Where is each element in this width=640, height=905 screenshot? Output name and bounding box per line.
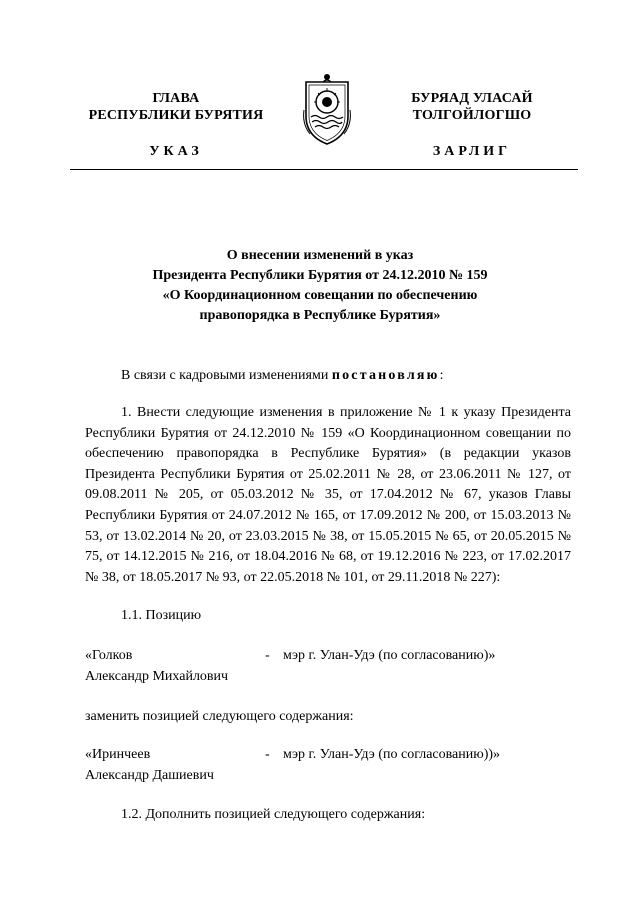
title-line3: «О Координационном совещании по обеспечению <box>162 288 478 303</box>
issuer-left-line1: ГЛАВА <box>152 91 200 106</box>
issuer-right-line1: БУРЯАД УЛАСАЙ <box>411 91 533 106</box>
item-1-2: 1.2. Дополнить позицией следующего содержания: <box>121 807 426 822</box>
doc-type-left: УКАЗ <box>149 144 203 159</box>
replace-text: заменить позицией следующего содержания: <box>85 709 354 724</box>
old-person-name: Александр Михайлович <box>85 669 229 684</box>
intro-text: В связи с кадровыми изменениями <box>121 368 332 383</box>
old-person-dash: - <box>265 648 270 663</box>
issuer-left <box>70 90 282 124</box>
new-person-dash: - <box>265 747 270 762</box>
new-person-role: мэр г. Улан-Удэ (по согласованию))» <box>283 747 501 762</box>
doc-type-right: ЗАРЛИГ <box>432 144 512 159</box>
title-line2: Президента Республики Бурятия от 24.12.2010 № 159 <box>152 268 488 283</box>
coat-of-arms-icon <box>300 72 354 148</box>
intro-end: : <box>439 368 444 383</box>
title-line1: О внесении изменений в указ <box>226 248 414 263</box>
intro-bold-word: постановляю <box>331 368 440 383</box>
intro-paragraph <box>121 366 443 385</box>
old-person-surname: «Голков <box>85 648 133 663</box>
issuer-right-line2: ТОЛГОЙЛОГШО <box>412 108 532 123</box>
issuer-left-line2: РЕСПУБЛИКИ БУРЯТИЯ <box>88 108 264 123</box>
item-1-1: 1.1. Позицию <box>121 608 202 623</box>
new-person-surname: «Иринчеев <box>85 747 151 762</box>
old-person-role: мэр г. Улан-Удэ (по согласованию)» <box>283 648 496 663</box>
issuer-right <box>374 90 570 124</box>
decree-title <box>70 246 570 326</box>
item-1-paragraph: 1. Внести следующие изменения в приложение № 1 к указу Президента Республики Бурятия от 24.12.2010 № 159 «О Координационном совещании по обеспечению правопорядка в Республике Бурятия» (в редакции указов Президента Республики Бурятия от 25.02.2011 № 28, от 23.06.2011 № 127, от 09.08.2011 № 205, от 05.03.2012 № 35, от 17.04.2012 № 67, указов Главы Республики Бурятия от 24.07.2012 № 165, от 17.09.2012 № 200, от 15.03.2013 № 53, от 13.02.2014 № 20, от 23.03.2015 № 38, от 15.05.2015 № 65, от 20.05.2015 № 75, от 14.12.2015 № 216, от 18.04.2016 № 68, от 19.12.2016 № 223, от 17.02.2017 № 38, от 18.05.2017 № 93, от 22.05.2018 № 101, от 29.11.2018 № 227): <box>85 405 571 585</box>
title-line4: правопорядка в Республике Бурятия» <box>199 308 441 323</box>
new-person-name: Александр Дашиевич <box>85 768 214 783</box>
header-divider <box>70 169 578 170</box>
